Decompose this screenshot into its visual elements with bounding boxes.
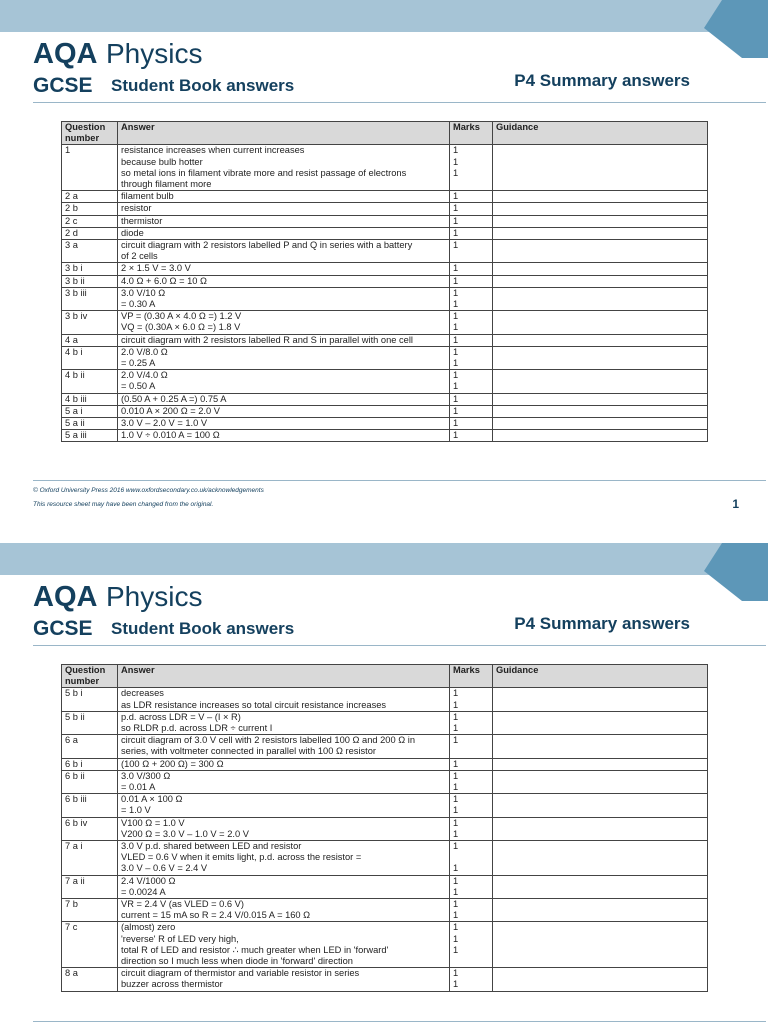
mark-value: 1: [453, 794, 459, 805]
book-subtitle: Student Book answers: [111, 619, 295, 638]
answer-cell: [118, 841, 450, 876]
answer-line: p.d. across LDR = V – (I × R): [121, 711, 241, 722]
marks-cell: [450, 922, 493, 968]
resource-note: This resource sheet may have been changed from the original.: [33, 501, 214, 508]
question-number: 4 b i: [62, 346, 118, 369]
mark-value: 1: [453, 922, 459, 933]
footer-divider: [33, 1021, 766, 1022]
table-row: [62, 711, 708, 734]
answer-line: VQ = (0.30A × 6.0 Ω =) 1.8 V: [121, 322, 241, 333]
mark-value: 1: [453, 227, 459, 238]
mark-value: 1: [453, 828, 459, 839]
table-row: [62, 227, 708, 239]
mark-value: 1: [453, 405, 459, 416]
table-row: [62, 393, 708, 405]
marks-cell: [450, 203, 493, 215]
question-number: 2 c: [62, 215, 118, 227]
mark-value: 1: [453, 735, 459, 746]
answer-line: direction so I much less when diode in 'forward' direction: [121, 956, 353, 967]
guidance-cell: [493, 418, 708, 430]
gcse-logo-text: GCSE: [33, 617, 93, 640]
question-number: 3 b iii: [62, 287, 118, 310]
mark-value: 1: [453, 723, 459, 734]
answer-line: 3.0 V/300 Ω: [121, 770, 171, 781]
guidance-cell: [493, 899, 708, 922]
answer-cell: [118, 770, 450, 793]
guidance-cell: [493, 841, 708, 876]
question-number: 3 b ii: [62, 275, 118, 287]
answer-line: 2.0 V/8.0 Ω: [121, 346, 168, 357]
answer-cell: [118, 418, 450, 430]
header-marks: Marks: [450, 665, 493, 688]
answer-cell: [118, 370, 450, 393]
summary-title: P4 Summary answers: [514, 614, 690, 633]
answer-line: 0.01 A × 100 Ω: [121, 794, 183, 805]
mark-value: 1: [453, 287, 459, 298]
guidance-cell: [493, 688, 708, 711]
marks-cell: [450, 227, 493, 239]
answer-cell: [118, 758, 450, 770]
header-divider: [33, 102, 766, 103]
answer-line: so RLDR p.d. across LDR ÷ current I: [121, 723, 273, 734]
question-number: 6 b iv: [62, 817, 118, 840]
question-number: 6 b i: [62, 758, 118, 770]
mark-value: 1: [453, 346, 459, 357]
answer-cell: [118, 191, 450, 203]
answer-line: V200 Ω = 3.0 V – 1.0 V = 2.0 V: [121, 828, 249, 839]
table-row: [62, 817, 708, 840]
question-number: 3 b iv: [62, 311, 118, 334]
mark-value: 1: [453, 418, 459, 429]
table-row: [62, 875, 708, 898]
mark-value: 1: [453, 770, 459, 781]
marks-cell: [450, 875, 493, 898]
guidance-cell: [493, 405, 708, 417]
guidance-cell: [493, 334, 708, 346]
question-number: 7 a ii: [62, 875, 118, 898]
answer-line: circuit diagram with 2 resistors labelled P and Q in series with a battery: [121, 240, 413, 251]
answer-line: decreases: [121, 688, 164, 699]
guidance-cell: [493, 875, 708, 898]
answer-line: 3.0 V – 0.6 V = 2.4 V: [121, 863, 208, 874]
question-number: 7 c: [62, 922, 118, 968]
mark-value: 1: [453, 381, 459, 392]
answer-line: thermistor: [121, 215, 163, 226]
answer-cell: [118, 922, 450, 968]
answer-line: 2.4 V/1000 Ω: [121, 875, 176, 886]
answer-line: filament bulb: [121, 191, 174, 202]
document-page-2: [0, 543, 768, 1024]
answer-line: 2 × 1.5 V = 3.0 V: [121, 263, 191, 274]
table-row: [62, 922, 708, 968]
physics-logo-text: Physics: [106, 38, 203, 69]
answer-cell: [118, 145, 450, 191]
guidance-cell: [493, 393, 708, 405]
table-row: [62, 275, 708, 287]
guidance-cell: [493, 370, 708, 393]
mark-value: 1: [453, 817, 459, 828]
header-divider: [33, 645, 766, 646]
answer-line: (0.50 A + 0.25 A =) 0.75 A: [121, 393, 227, 404]
question-number: 3 a: [62, 240, 118, 263]
mark-value: 1: [453, 875, 459, 886]
summary-title: P4 Summary answers: [514, 71, 690, 90]
question-number: 2 b: [62, 203, 118, 215]
question-number: 7 a i: [62, 841, 118, 876]
mark-value: 1: [453, 863, 459, 874]
table-row: [62, 794, 708, 817]
question-number: 8 a: [62, 968, 118, 991]
answer-cell: [118, 968, 450, 991]
answer-line: 3.0 V – 2.0 V = 1.0 V: [121, 418, 208, 429]
marks-cell: [450, 430, 493, 442]
answer-cell: [118, 899, 450, 922]
marks-cell: [450, 817, 493, 840]
answer-line: so metal ions in filament vibrate more and resist passage of electrons: [121, 167, 407, 178]
table-row: [62, 968, 708, 991]
marks-cell: [450, 418, 493, 430]
table-row: [62, 688, 708, 711]
guidance-cell: [493, 275, 708, 287]
answer-line: 4.0 Ω + 6.0 Ω = 10 Ω: [121, 275, 207, 286]
mark-value: 1: [453, 203, 459, 214]
header-band: [0, 543, 768, 575]
marks-cell: [450, 841, 493, 876]
guidance-cell: [493, 968, 708, 991]
answer-cell: [118, 430, 450, 442]
marks-cell: [450, 794, 493, 817]
aqa-logo: AQA: [33, 38, 98, 70]
marks-cell: [450, 191, 493, 203]
answer-line: VR = 2.4 V (as VLED = 0.6 V): [121, 899, 244, 910]
answer-line: resistor: [121, 203, 152, 214]
answer-cell: [118, 794, 450, 817]
answer-line: (100 Ω + 200 Ω) = 300 Ω: [121, 758, 224, 769]
footer-divider: [33, 480, 766, 481]
question-number: 5 a iii: [62, 430, 118, 442]
mark-value: 1: [453, 758, 459, 769]
answer-line: diode: [121, 227, 144, 238]
answer-cell: [118, 227, 450, 239]
guidance-cell: [493, 263, 708, 275]
marks-cell: [450, 145, 493, 191]
mark-value: 1: [453, 240, 459, 251]
answer-cell: [118, 875, 450, 898]
mark-value: 1: [453, 711, 459, 722]
guidance-cell: [493, 758, 708, 770]
table-row: [62, 334, 708, 346]
header-guidance: Guidance: [493, 122, 708, 145]
table-row: [62, 311, 708, 334]
mark-value: 1: [453, 191, 459, 202]
question-number: 2 a: [62, 191, 118, 203]
answer-cell: [118, 215, 450, 227]
mark-value: 1: [453, 805, 459, 816]
header-band: [0, 0, 768, 32]
mark-value: 1: [453, 886, 459, 897]
answer-line: of 2 cells: [121, 251, 158, 262]
table-row: [62, 203, 708, 215]
question-number: 5 b i: [62, 688, 118, 711]
header-guidance: Guidance: [493, 665, 708, 688]
mark-value: 1: [453, 145, 459, 156]
mark-value: 1: [453, 299, 459, 310]
table-row: [62, 346, 708, 369]
book-subtitle: Student Book answers: [111, 76, 295, 95]
mark-value: 1: [453, 910, 459, 921]
mark-value: 1: [453, 311, 459, 322]
answer-line: series, with voltmeter connected in parallel with 100 Ω resistor: [121, 746, 376, 757]
mark-value: 1: [453, 322, 459, 333]
header-question: Question number: [62, 122, 118, 145]
guidance-cell: [493, 346, 708, 369]
answer-line: resistance increases when current increases: [121, 145, 305, 156]
answer-line: = 1.0 V: [121, 805, 151, 816]
answer-line: 3.0 V p.d. shared between LED and resistor: [121, 841, 302, 852]
marks-cell: [450, 393, 493, 405]
answer-line: total R of LED and resistor ∴ much greater when LED in 'forward': [121, 944, 389, 955]
guidance-cell: [493, 191, 708, 203]
guidance-cell: [493, 735, 708, 758]
answer-cell: [118, 334, 450, 346]
marks-cell: [450, 334, 493, 346]
answer-cell: [118, 711, 450, 734]
guidance-cell: [493, 794, 708, 817]
table-row: [62, 145, 708, 191]
mark-value: 1: [453, 968, 459, 979]
mark-value: 1: [453, 688, 459, 699]
guidance-cell: [493, 711, 708, 734]
physics-logo-text: Physics: [106, 581, 203, 612]
marks-cell: [450, 405, 493, 417]
table-row: [62, 370, 708, 393]
guidance-cell: [493, 215, 708, 227]
table-header-row: [62, 665, 708, 688]
page-number: 1: [732, 497, 739, 511]
guidance-cell: [493, 227, 708, 239]
answer-line: 3.0 V/10 Ω: [121, 287, 166, 298]
mark-value: 1: [453, 899, 459, 910]
answer-cell: [118, 405, 450, 417]
answer-line: buzzer across thermistor: [121, 979, 223, 990]
mark-value: 1: [453, 933, 459, 944]
table-row: [62, 430, 708, 442]
guidance-cell: [493, 145, 708, 191]
answer-line: = 0.0024 A: [121, 886, 166, 897]
answer-line: because bulb hotter: [121, 156, 203, 167]
guidance-cell: [493, 817, 708, 840]
question-number: 6 b iii: [62, 794, 118, 817]
guidance-cell: [493, 770, 708, 793]
answer-line: current = 15 mA so R = 2.4 V/0.015 A = 160 Ω: [121, 910, 311, 921]
header-question: Question number: [62, 665, 118, 688]
table-row: [62, 899, 708, 922]
answer-cell: [118, 203, 450, 215]
mark-value: 1: [453, 430, 459, 441]
answer-line: = 0.25 A: [121, 358, 156, 369]
mark-value: 1: [453, 782, 459, 793]
table-row: [62, 418, 708, 430]
question-number: 4 a: [62, 334, 118, 346]
table-row: [62, 215, 708, 227]
marks-cell: [450, 770, 493, 793]
header-marks: Marks: [450, 122, 493, 145]
marks-cell: [450, 287, 493, 310]
answer-line: = 0.01 A: [121, 782, 156, 793]
answer-line: 1.0 V ÷ 0.010 A = 100 Ω: [121, 430, 220, 441]
answer-line: circuit diagram of thermistor and variable resistor in series: [121, 968, 360, 979]
marks-cell: [450, 758, 493, 770]
table-row: [62, 263, 708, 275]
guidance-cell: [493, 430, 708, 442]
marks-cell: [450, 370, 493, 393]
table-row: [62, 770, 708, 793]
answer-cell: [118, 287, 450, 310]
table-row: [62, 240, 708, 263]
mark-value: 1: [453, 393, 459, 404]
guidance-cell: [493, 203, 708, 215]
mark-value: 1: [453, 841, 459, 852]
marks-cell: [450, 346, 493, 369]
question-number: 2 d: [62, 227, 118, 239]
answer-line: (almost) zero: [121, 922, 176, 933]
question-number: 5 a i: [62, 405, 118, 417]
mark-value: 1: [453, 275, 459, 286]
mark-value: 1: [453, 156, 459, 167]
marks-cell: [450, 899, 493, 922]
answer-line: = 0.50 A: [121, 381, 156, 392]
answer-line: 2.0 V/4.0 Ω: [121, 370, 168, 381]
question-number: 6 a: [62, 735, 118, 758]
mark-value: [453, 852, 489, 863]
copyright-line: © Oxford University Press 2016 www.oxfordsecondary.co.uk/acknowledgements: [33, 487, 264, 494]
answers-table: [61, 121, 708, 442]
guidance-cell: [493, 922, 708, 968]
table-header-row: [62, 122, 708, 145]
question-number: 4 b iii: [62, 393, 118, 405]
mark-value: 1: [453, 215, 459, 226]
answer-line: 'reverse' R of LED very high,: [121, 933, 239, 944]
mark-value: 1: [453, 699, 459, 710]
marks-cell: [450, 688, 493, 711]
answer-cell: [118, 817, 450, 840]
question-number: 7 b: [62, 899, 118, 922]
guidance-cell: [493, 240, 708, 263]
answer-line: 0.010 A × 200 Ω = 2.0 V: [121, 405, 220, 416]
answer-cell: [118, 240, 450, 263]
answer-line: V100 Ω = 1.0 V: [121, 817, 185, 828]
mark-value: 1: [453, 944, 459, 955]
mark-value: 1: [453, 263, 459, 274]
table-row: [62, 758, 708, 770]
aqa-logo: AQA: [33, 581, 98, 613]
table-body: [62, 688, 708, 991]
answer-line: = 0.30 A: [121, 299, 156, 310]
marks-cell: [450, 968, 493, 991]
answer-line: VLED = 0.6 V when it emits light, p.d. across the resistor =: [121, 852, 362, 863]
marks-cell: [450, 735, 493, 758]
guidance-cell: [493, 287, 708, 310]
answer-line: VP = (0.30 A × 4.0 Ω =) 1.2 V: [121, 311, 242, 322]
header-answer: Answer: [118, 122, 450, 145]
question-number: 5 b ii: [62, 711, 118, 734]
table-row: [62, 405, 708, 417]
guidance-cell: [493, 311, 708, 334]
table-row: [62, 191, 708, 203]
marks-cell: [450, 711, 493, 734]
mark-value: 1: [453, 167, 459, 178]
table-body: [62, 145, 708, 442]
question-number: 1: [62, 145, 118, 191]
answer-cell: [118, 393, 450, 405]
answer-cell: [118, 346, 450, 369]
answer-line: circuit diagram with 2 resistors labelled R and S in parallel with one cell: [121, 334, 413, 345]
answer-cell: [118, 688, 450, 711]
question-number: 5 a ii: [62, 418, 118, 430]
mark-value: 1: [453, 358, 459, 369]
answer-cell: [118, 735, 450, 758]
answer-cell: [118, 311, 450, 334]
answer-cell: [118, 263, 450, 275]
table-row: [62, 841, 708, 876]
answer-line: as LDR resistance increases so total circuit resistance increases: [121, 699, 387, 710]
answer-line: through filament more: [121, 179, 212, 190]
mark-value: 1: [453, 979, 459, 990]
question-number: 6 b ii: [62, 770, 118, 793]
gcse-logo-text: GCSE: [33, 74, 93, 97]
answers-table: [61, 664, 708, 992]
header-answer: Answer: [118, 665, 450, 688]
mark-value: 1: [453, 370, 459, 381]
marks-cell: [450, 263, 493, 275]
answer-cell: [118, 275, 450, 287]
marks-cell: [450, 275, 493, 287]
mark-value: 1: [453, 334, 459, 345]
answer-line: circuit diagram of 3.0 V cell with 2 resistors labelled 100 Ω and 200 Ω in: [121, 735, 415, 746]
table-row: [62, 287, 708, 310]
question-number: 4 b ii: [62, 370, 118, 393]
marks-cell: [450, 215, 493, 227]
table-row: [62, 735, 708, 758]
marks-cell: [450, 311, 493, 334]
marks-cell: [450, 240, 493, 263]
question-number: 3 b i: [62, 263, 118, 275]
